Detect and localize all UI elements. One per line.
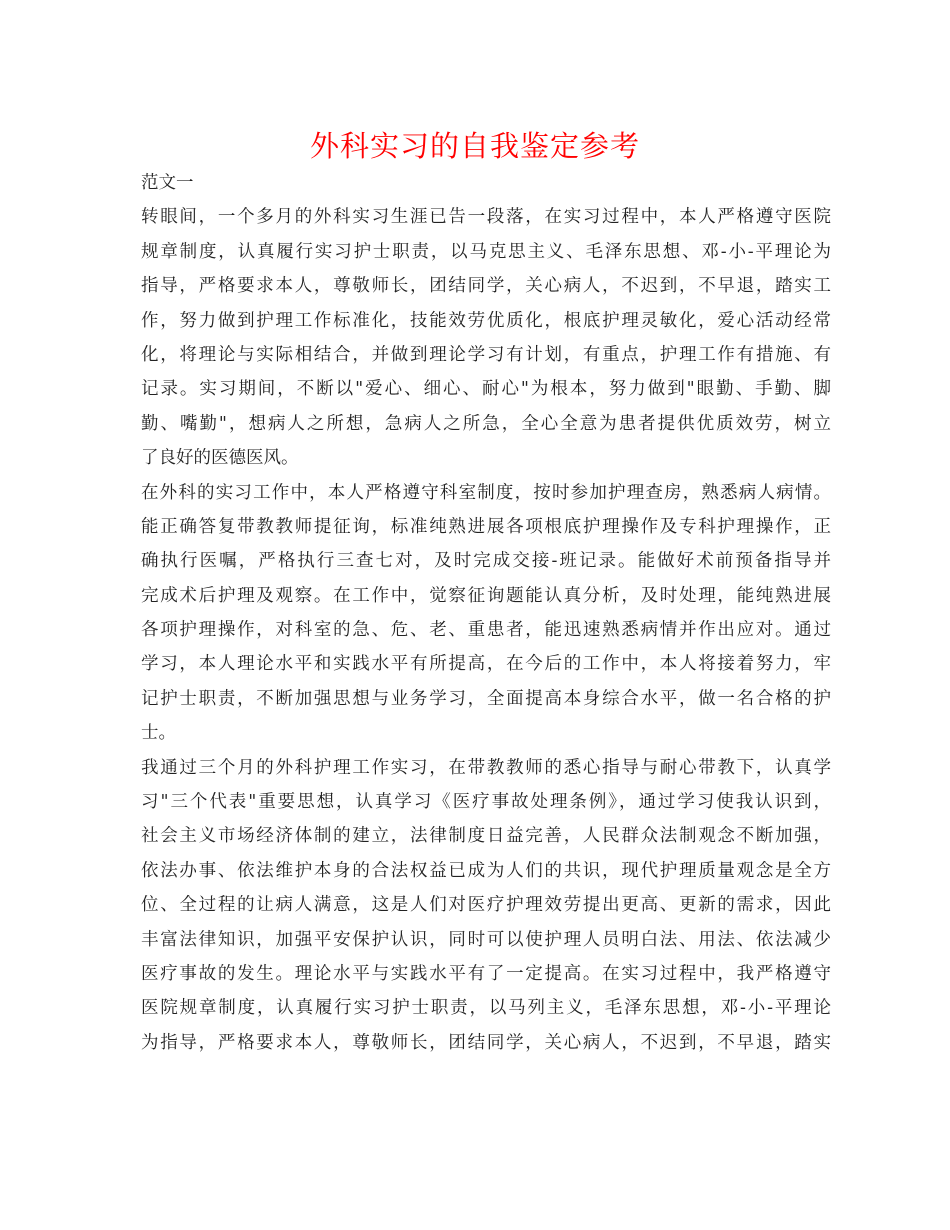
body-text-line: 习"三个代表"重要思想，认真学习《医疗事故处理条例》，通过学习使我认识到， (141, 792, 831, 813)
body-text-line: 了良好的医德医风。 (141, 448, 299, 469)
document-title: 外科实习的自我鉴定参考 (309, 129, 640, 163)
body-text-line: 勤、嘴勤"，想病人之所想，急病人之所急，全心全意为患者提供优质效劳，树立 (141, 413, 831, 434)
body-text-line: 化，将理论与实际相结合，并做到理论学习有计划，有重点，护理工作有措施、有 (141, 344, 831, 365)
body-text-line: 社会主义市场经济体制的建立，法律制度日益完善，人民群众法制观念不断加强， (141, 826, 831, 847)
body-text-line: 位、全过程的让病人满意，这是人们对医疗护理效劳提出更高、更新的需求，因此 (141, 895, 831, 916)
body-text-line: 能正确答复带教教师提征询，标准纯熟进展各项根底护理操作及专科护理操作，正 (141, 516, 831, 537)
body-text-line: 士。 (141, 723, 176, 744)
body-text-line: 依法办事、依法维护本身的合法权益已成为人们的共识，现代护理质量观念是全方 (141, 860, 831, 881)
body-text-line: 我通过三个月的外科护理工作实习，在带教教师的悉心指导与耐心带教下，认真学 (141, 757, 831, 778)
body-text-line: 医院规章制度，认真履行实习护士职责，以马列主义，毛泽东思想，邓-小-平理论 (141, 998, 831, 1019)
body-text-line: 在外科的实习工作中，本人严格遵守科室制度，按时参加护理查房，熟悉病人病情。 (141, 482, 831, 503)
section-heading: 范文一 (141, 173, 194, 193)
body-text-line: 丰富法律知识，加强平安保护认识，同时可以使护理人员明白法、用法、依法减少 (141, 929, 831, 950)
body-text-line: 转眼间，一个多月的外科实习生涯已告一段落，在实习过程中，本人严格遵守医院 (141, 207, 831, 228)
body-text-line: 学习，本人理论水平和实践水平有所提高，在今后的工作中，本人将接着努力，牢 (141, 654, 831, 675)
body-text-line: 记录。实习期间，不断以"爱心、细心、耐心"为根本，努力做到"眼勤、手勤、脚 (141, 379, 831, 400)
body-text-line: 为指导，严格要求本人，尊敬师长，团结同学，关心病人，不迟到，不早退，踏实 (141, 1032, 831, 1053)
body-text-line: 指导，严格要求本人，尊敬师长，团结同学，关心病人，不迟到，不早退，踏实工 (141, 276, 831, 297)
body-text-line: 作，努力做到护理工作标准化，技能效劳优质化，根底护理灵敏化，爱心活动经常 (141, 310, 831, 331)
body-text-line: 记护士职责，不断加强思想与业务学习，全面提高本身综合水平，做一名合格的护 (141, 688, 831, 709)
body-text-line: 医疗事故的发生。理论水平与实践水平有了一定提高。在实习过程中，我严格遵守 (141, 963, 831, 984)
body-text-line: 各项护理操作，对科室的急、危、老、重患者，能迅速熟悉病情并作出应对。通过 (141, 620, 831, 641)
document-body (141, 166, 831, 1060)
body-text-line: 规章制度，认真履行实习护士职责，以马克思主义、毛泽东思想、邓-小-平理论为 (141, 241, 831, 262)
body-text-line: 确执行医嘱，严格执行三查七对，及时完成交接-班记录。能做好术前预备指导并 (141, 551, 831, 572)
body-text-line: 完成术后护理及观察。在工作中，觉察征询题能认真分析，及时处理，能纯熟进展 (141, 585, 831, 606)
